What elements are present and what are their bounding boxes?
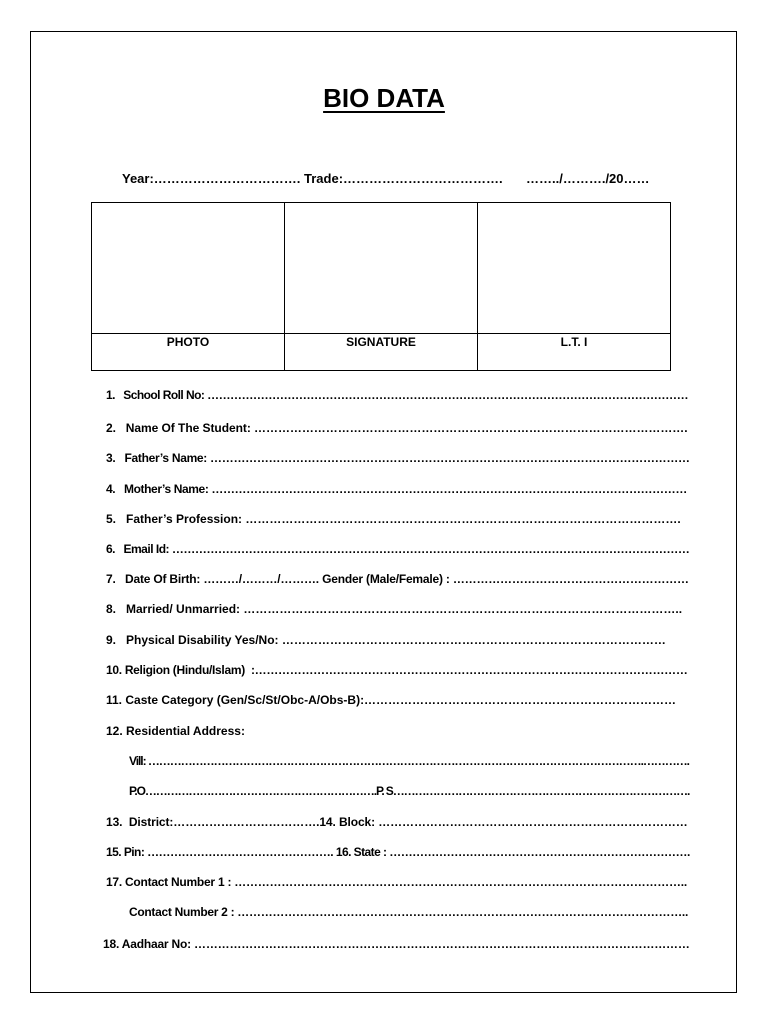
field-dob-gender: 7. Date Of Birth: ………/………/………. Gender (Male/Female) : …………………………………………………… (106, 572, 689, 586)
field-marital-status: 8. Married/ Unmarried: ……………………………………………………………………………………………….. (106, 602, 683, 616)
field-contact-2: Contact Number 2 : …………………………………………………………………………………………………….. (129, 905, 688, 919)
field-father-profession: 5. Father’s Profession: ………………………………………………………………………………………………. (106, 512, 681, 526)
year-trade-line: Year:……………………………. Trade:………………………………. (122, 171, 503, 186)
field-district-block: 13. District:……………………………….14. Block: …………………………………………………………………… (106, 815, 688, 829)
field-contact-1: 17. Contact Number 1 : …………………………………………………………………………………………………….. (106, 875, 687, 889)
field-student-name: 2. Name Of The Student: ………………………………………………………………………………………………. (106, 421, 688, 435)
photo-label: PHOTO (92, 333, 284, 370)
lti-label: L.T. I (478, 333, 670, 370)
field-pin-state: 15. Pin: …………………………………………. 16. State : ……………………………………………………………………. (106, 845, 690, 859)
field-mother-name: 4. Mother’s Name: …………………………………………………………………………………………………………… (106, 482, 687, 496)
field-aadhaar: 18. Aadhaar No: ……………………………………………………………………………………………………………… (103, 937, 690, 951)
field-email: 6. Email Id: ……………………………………………………………………………………………………………………… (106, 542, 690, 556)
field-religion: 10. Religion (Hindu/Islam) :………………………………………………………………………………………………… (106, 663, 688, 677)
field-po-ps: P.O……………………………………………………….P. S………………………………………………………………………. (129, 784, 690, 798)
field-father-name: 3. Father’s Name: …………………………………………………………………………………………………………… (106, 451, 690, 465)
field-school-roll-no: 1. School Roll No: ……………………………………………………………………………………………………………… (106, 388, 689, 402)
lti-box (478, 203, 670, 370)
field-caste-category: 11. Caste Category (Gen/Sc/St/Obc-A/Obs-B):…………………………………………………………………… (106, 693, 677, 707)
page-title: BIO DATA (323, 83, 445, 113)
date-line: ……../………./20…… (526, 171, 650, 186)
field-residential-address: 12. Residential Address: (106, 724, 245, 738)
field-physical-disability: 9. Physical Disability Yes/No: …………………………………………………………………………………… (106, 633, 666, 647)
signature-label: SIGNATURE (285, 333, 477, 370)
photo-box (92, 203, 285, 370)
field-village: Vill: ……………………………………………………………………………………………………………………….…………. (129, 754, 689, 768)
signature-box (285, 203, 478, 370)
photo-signature-table (91, 202, 671, 371)
